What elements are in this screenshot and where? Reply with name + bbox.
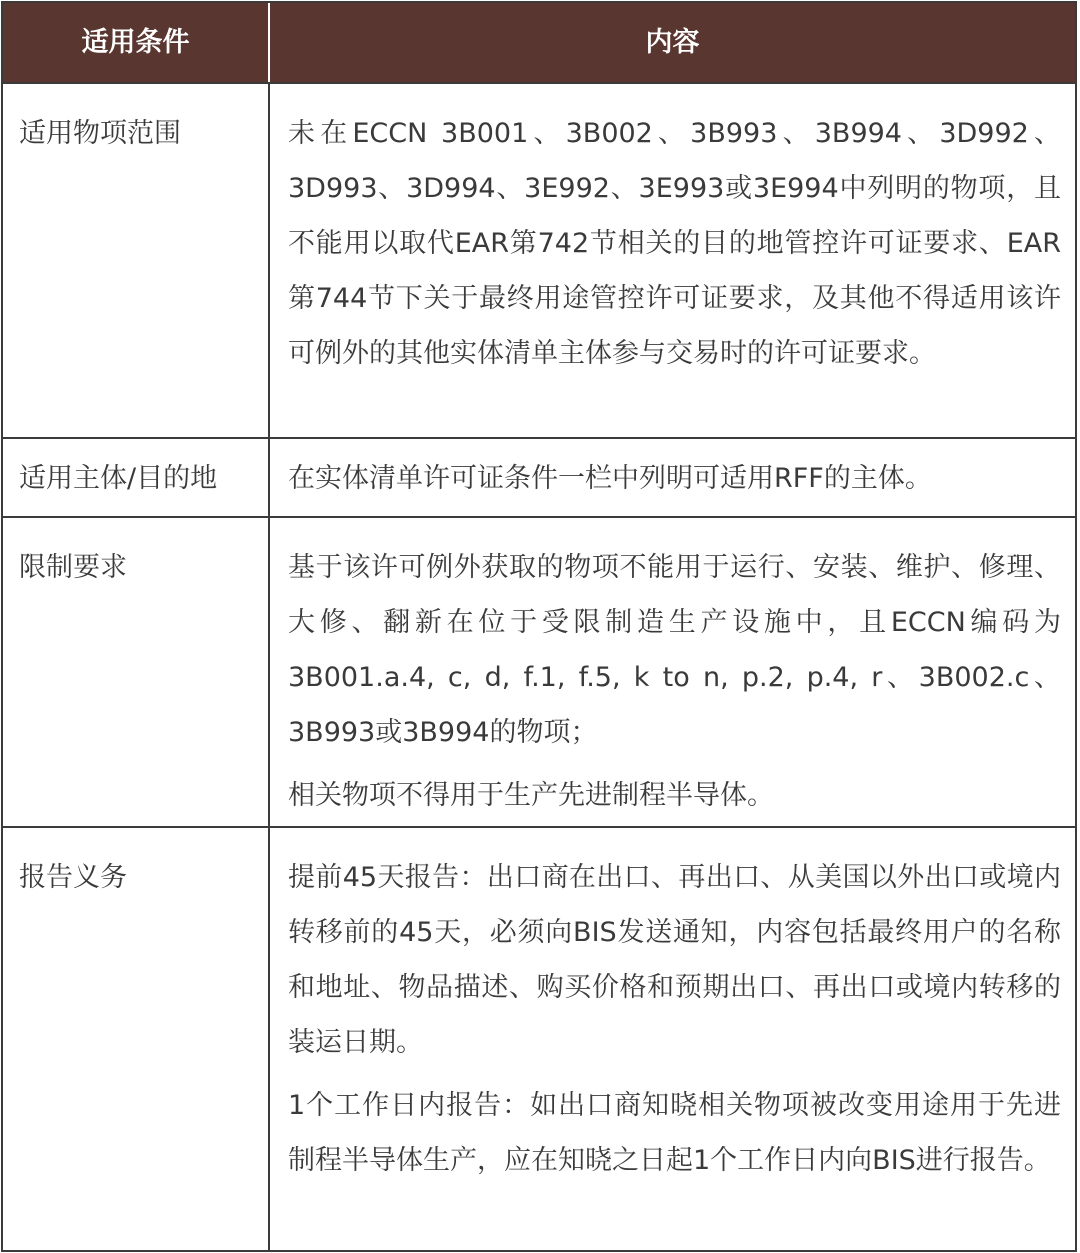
row-content-entity <box>270 439 1075 516</box>
content-paragraph: 未在ECCN 3B001、3B002、3B993、3B994、3D992、3D993、3D994、3E992、3E993或3E994中列明的物项，且不能用以取代EAR第742节相关的目的地管控许可证要求、EAR第744节下关于最终用途管控许可证要求，及其他不得适用该许可例外的其他实体清单主体参与交易时的许可证要求。 <box>288 118 1061 369</box>
table-row <box>3 826 1075 1250</box>
row-content-scope <box>270 84 1075 437</box>
content-paragraph: 提前45天报告：出口商在出口、再出口、从美国以外出口或境内转移前的45天，必须向BIS发送通知，内容包括最终用户的名称和地址、物品描述、购买价格和预期出口、再出口或境内转移的装运日期。 <box>288 862 1061 1058</box>
table-row <box>3 516 1075 826</box>
content-paragraph: 1个工作日内报告：如出口商知晓相关物项被改变用途用于先进制程半导体生产，应在知晓之日起1个工作日内向BIS进行报告。 <box>288 1090 1061 1176</box>
conditions-table <box>1 1 1077 1252</box>
row-content-reporting <box>270 828 1075 1250</box>
row-label-reporting: 报告义务 <box>3 828 270 1250</box>
content-paragraph: 相关物项不得用于生产先进制程半导体。 <box>288 780 774 811</box>
row-label-restrictions: 限制要求 <box>3 518 270 826</box>
header-content: 内容 <box>645 27 700 58</box>
table-row <box>3 437 1075 516</box>
content-paragraph: 基于该许可例外获取的物项不能用于运行、安装、维护、修理、大修、翻新在位于受限制造生产设施中，且ECCN编码为3B001.a.4, c, d, f.1, f.5, k to n, p.2, p.4, r、3B002.c、3B993或3B994的物项； <box>288 552 1061 748</box>
row-content-restrictions <box>270 518 1075 826</box>
table-row <box>3 82 1075 437</box>
table-header-row <box>3 3 1075 82</box>
content-paragraph: 在实体清单许可证条件一栏中列明可适用RFF的主体。 <box>288 463 932 494</box>
row-label-entity: 适用主体/目的地 <box>3 439 270 516</box>
row-label-scope: 适用物项范围 <box>3 84 270 437</box>
header-conditions: 适用条件 <box>3 3 270 82</box>
